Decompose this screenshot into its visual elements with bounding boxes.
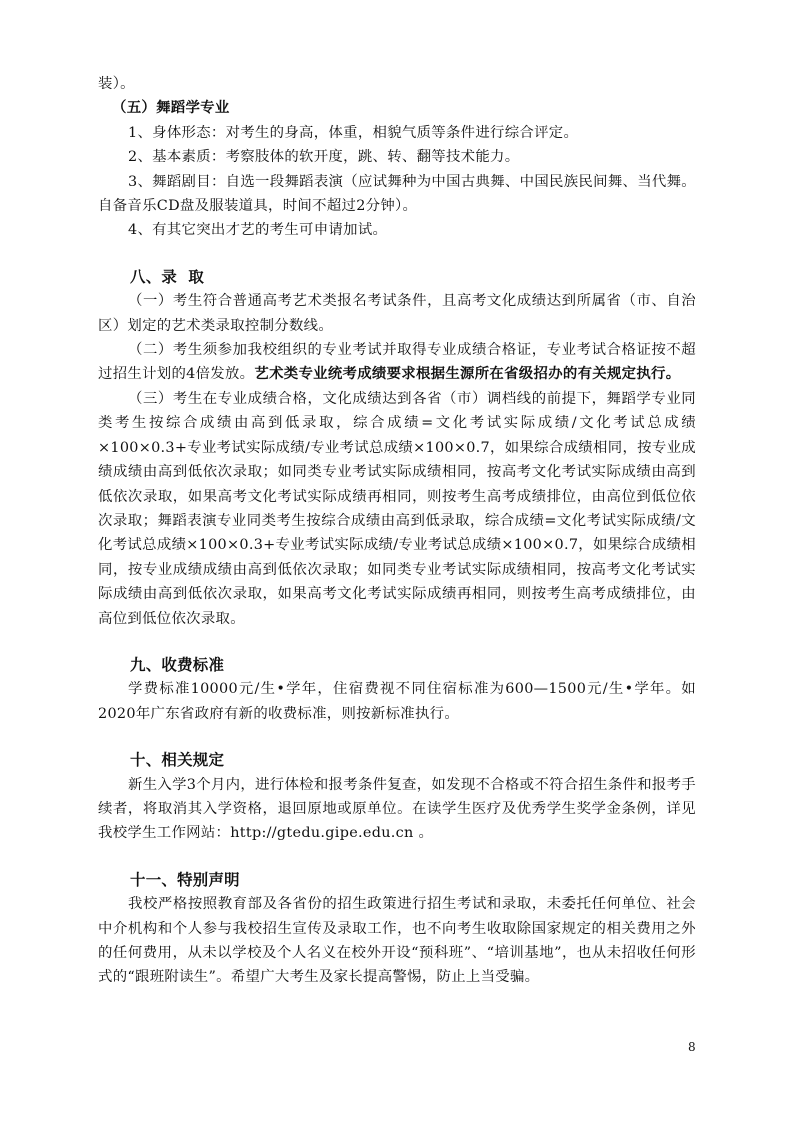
page-number: 8 xyxy=(688,1040,696,1054)
fees-paragraph: 学费标准10000元/生•学年，住宿费视不同住宿标准为600—1500元/生•学年。如2020年广东省政府有新的收费标准，则按新标准执行。 xyxy=(98,681,696,722)
admission-paragraph-3: （三）考生在专业成绩合格，文化成绩达到各省（市）调档线的前提下，舞蹈学专业同类考生按综合成绩由高到低录取，综合成绩=文化考试实际成绩/文化考试总成绩×100×0.3+专业考试实际成绩/专业考试总成绩×100×0.7，如果综合成绩相同，按专业成绩成绩由高到低依次录取；如同类专业考试实际成绩相同，按高考文化考试实际成绩由高到低依次录取，如果高考文化考试实际成绩再相同，则按考生高考成绩排位，由高位到低位依次录取；舞蹈表演专业同类考生按综合成绩由高到低录取，综合成绩=文化考试实际成绩/文化考试总成绩×100×0.3+专业考试实际成绩/专业考试总成绩×100×0.7，如果综合成绩相同，按专业成绩成绩由高到低依次录取；如同类专业考试实际成绩相同，按高考文化考试实际成绩由高到低依次录取，如果高考文化考试实际成绩再相同，则按考生高考成绩排位，由高位到低位依次录取。 xyxy=(98,390,696,627)
admission-paragraph-2-text: （二）考生须参加我校组织的专业考试并取得专业成绩合格证，专业考试合格证按不超过招生计划的4倍发放。 xyxy=(98,342,696,383)
rules-paragraph: 新生入学3个月内，进行体检和报考条件复查，如发现不合格或不符合招生条件和报考手续者，将取消其入学资格，退回原地或原单位。在读学生医疗及优秀学生奖学金条例，详见我校学生工作网站：http://gtedu.gipe.edu.cn 。 xyxy=(98,776,696,842)
admission-paragraph-2 xyxy=(98,338,696,387)
admission-paragraph-1: （一）考生符合普通高考艺术类报名考试条件，且高考文化成绩达到所属省（市、自治区）划定的艺术类录取控制分数线。 xyxy=(98,293,696,334)
rules-heading: 十、相关规定 xyxy=(130,751,225,770)
admission-heading: 八、录 取 xyxy=(130,267,205,286)
document-page xyxy=(98,72,696,990)
dance-heading: （五）舞蹈学专业 xyxy=(112,100,230,117)
dance-item-4: 4、有其它突出才艺的考生可申请加试。 xyxy=(128,222,388,239)
statement-heading: 十一、特别声明 xyxy=(130,870,240,889)
continued-text: 装）。 xyxy=(98,76,135,92)
dance-item-2: 2、基本素质：考察肢体的软开度，跳、转、翻等技术能力。 xyxy=(128,149,520,166)
dance-item-1: 1、身体形态：对考生的身高，体重，相貌气质等条件进行综合评定。 xyxy=(128,124,579,141)
admission-paragraph-2-bold: 艺术类专业统考成绩要求根据生源所在省级招办的有关规定执行。 xyxy=(254,366,681,383)
fees-heading: 九、收费标准 xyxy=(130,655,225,674)
dance-item-3: 3、舞蹈剧目：自选一段舞蹈表演（应试舞种为中国古典舞、中国民族民间舞、当代舞。自备音乐CD盘及服装道具，时间不超过2分钟）。 xyxy=(98,173,696,215)
statement-paragraph: 我校严格按照教育部及各省份的招生政策进行招生考试和录取，未委托任何单位、社会中介机构和个人参与我校招生宣传及录取工作，也不向考生收取除国家规定的相关费用之外的任何费用，从未以学校及个人名义在校外开设“预科班”、“培训基地”，也从未招收任何形式的“跟班附读生”。希望广大考生及家长提高警惕，防止上当受骗。 xyxy=(98,896,696,986)
